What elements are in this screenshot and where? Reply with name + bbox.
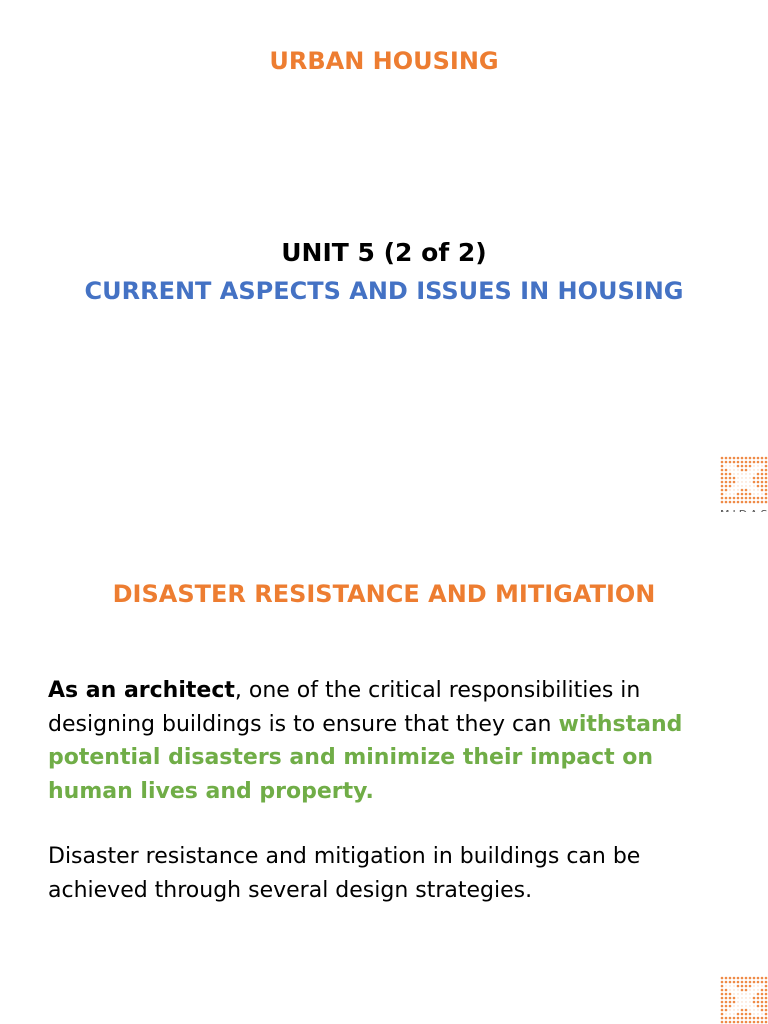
- course-title: URBAN HOUSING: [269, 47, 499, 75]
- unit-title: UNIT 5 (2 of 2): [281, 238, 487, 267]
- highlighted-text: withstand potential disasters and minimize their impact on human lives and property.: [48, 711, 683, 804]
- paragraph-body-text: , one of the critical responsibilities in designing buildings is to ensure that they can: [48, 678, 641, 737]
- paragraph-design-strategies: Disaster resistance and mitigation in buildings can be achieved through several design strategies.: [48, 844, 641, 903]
- lead-phrase: As an architect: [48, 678, 235, 703]
- section-heading: DISASTER RESISTANCE AND MITIGATION: [112, 580, 656, 608]
- content-slide: [0, 512, 768, 1024]
- midas-logo-partial: [720, 976, 768, 1024]
- paragraph-architect-responsibility: [48, 674, 738, 808]
- unit-subtitle: CURRENT ASPECTS AND ISSUES IN HOUSING: [84, 277, 684, 305]
